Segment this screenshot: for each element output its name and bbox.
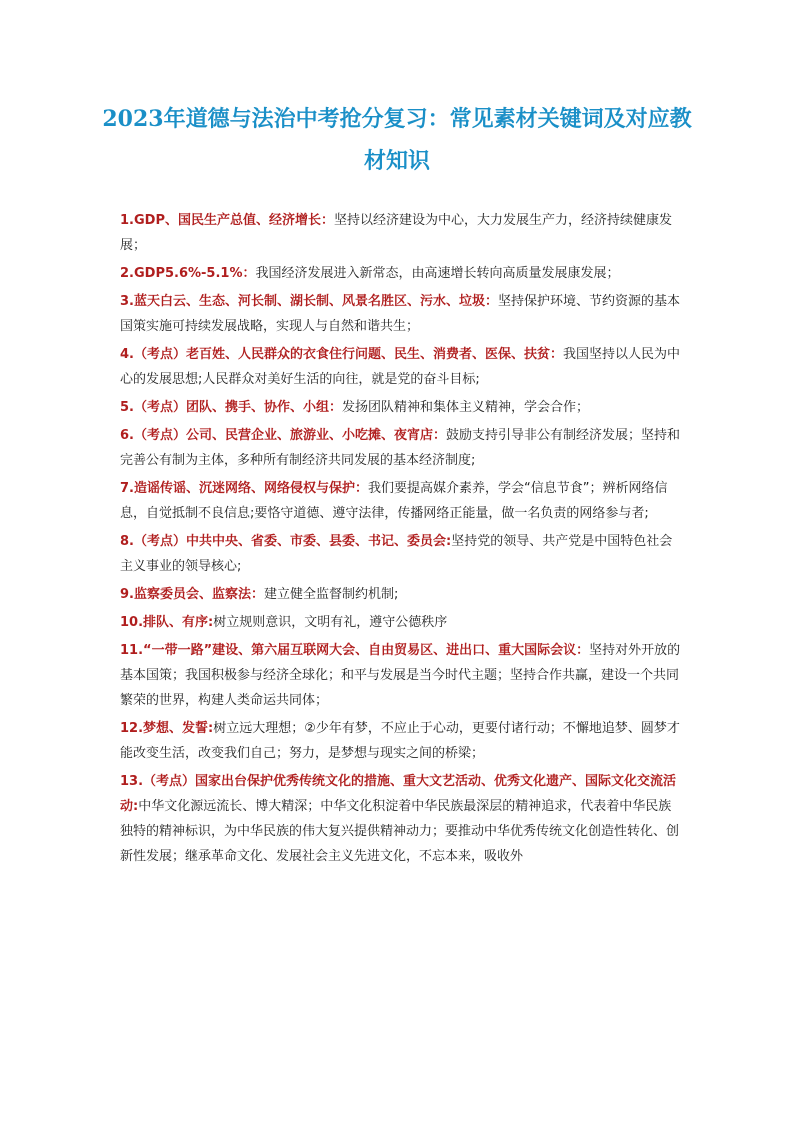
keyword-explanation: 树立远大理想；②少年有梦，不应止于心动，更要付诸行动；不懈地追梦、圆梦才能改变生活，改变我们自己；努力，是梦想与现实之间的桥梁； [120, 721, 680, 761]
keyword-explanation: 发扬团队精神和集体主义精神，学会合作； [341, 400, 589, 415]
keyword-label: 12.梦想、发誓: [120, 721, 214, 736]
keyword-explanation: 坚持对外开放的基本国策；我国积极参与经济全球化；和平与发展是当今时代主题；坚持合作共赢，建设一个共同繁荣的世界，构建人类命运共同体； [120, 643, 681, 708]
keyword-label: 7.造谣传谣、沉迷网络、网络侵权与保护： [120, 481, 368, 496]
keyword-item [120, 342, 682, 392]
keyword-explanation: 鼓励支持引导非公有制经济发展；坚持和完善公有制为主体，多种所有制经济共同发展的基本经济制度; [120, 428, 680, 468]
keyword-label: 11.“一带一路”建设、第六届互联网大会、自由贸易区、进出口、重大国际会议： [120, 643, 590, 658]
keyword-item [120, 289, 682, 339]
keyword-item [120, 582, 682, 607]
keyword-explanation: 我国坚持以人民为中心的发展思想;人民群众对美好生活的向往，就是党的奋斗目标; [120, 347, 680, 387]
keyword-item [120, 638, 682, 713]
keyword-item [120, 395, 682, 420]
keyword-label: 4.（考点）老百姓、人民群众的衣食住行问题、民生、消费者、医保、扶贫： [120, 347, 563, 362]
keyword-explanation: 建立健全监督制约机制; [263, 587, 399, 602]
keyword-label: 5.（考点）团队、携手、协作、小组： [120, 400, 342, 415]
document-title: 2023年道德与法治中考抢分复习：常见素材关键词及对应教材知识 [102, 106, 692, 174]
keyword-label: 13.（考点）国家出台保护优秀传统文化的措施、重大文艺活动、优秀文化遗产、国际文化交流活动: [120, 774, 677, 814]
keyword-item [120, 423, 682, 473]
document-body [120, 208, 682, 872]
keyword-item [120, 610, 682, 635]
keyword-item [120, 208, 682, 258]
keyword-label: 2.GDP5.6%-5.1%： [120, 266, 256, 281]
keyword-label: 6.（考点）公司、民营企业、旅游业、小吃摊、夜宵店： [120, 428, 446, 443]
keyword-explanation: 树立规则意识，文明有礼，遵守公德秩序 [213, 615, 448, 630]
keyword-label: 8.（考点）中共中央、省委、市委、县委、书记、委员会: [120, 534, 452, 549]
keyword-item [120, 476, 682, 526]
keyword-item [120, 261, 682, 286]
keyword-item [120, 769, 682, 869]
keyword-explanation: 中华文化源远流长、博大精深；中华文化积淀着中华民族最深层的精神追求，代表着中华民族独特的精神标识，为中华民族的伟大复兴提供精神动力；要推动中华优秀传统文化创造性转化、创新性发展；继承革命文化、发展社会主义先进文化，不忘本来，吸收外 [120, 799, 680, 864]
keyword-explanation: 我们要提高媒介素养，学会“信息节食”；辨析网络信息，自觉抵制不良信息;要恪守道德、遵守法律，传播网络正能量，做一名负责的网络参与者; [120, 481, 668, 521]
keyword-label: 9.监察委员会、监察法： [120, 587, 264, 602]
keyword-label: 1.GDP、国民生产总值、经济增长： [120, 213, 334, 228]
keyword-label: 10.排队、有序: [120, 615, 214, 630]
keyword-label: 3.蓝天白云、生态、河长制、湖长制、风景名胜区、污水、垃圾： [120, 294, 498, 309]
keyword-explanation: 坚持以经济建设为中心，大力发展生产力，经济持续健康发展； [120, 213, 672, 253]
keyword-explanation: 坚持保护环境、节约资源的基本国策实施可持续发展战略，实现人与自然和谐共生； [120, 294, 680, 334]
keyword-explanation: 我国经济发展进入新常态，由高速增长转向高质量发展康发展； [255, 266, 620, 281]
keyword-explanation: 坚持党的领导、共产党是中国特色社会主义事业的领导核心; [120, 534, 673, 574]
keyword-item [120, 529, 682, 579]
keyword-item [120, 716, 682, 766]
